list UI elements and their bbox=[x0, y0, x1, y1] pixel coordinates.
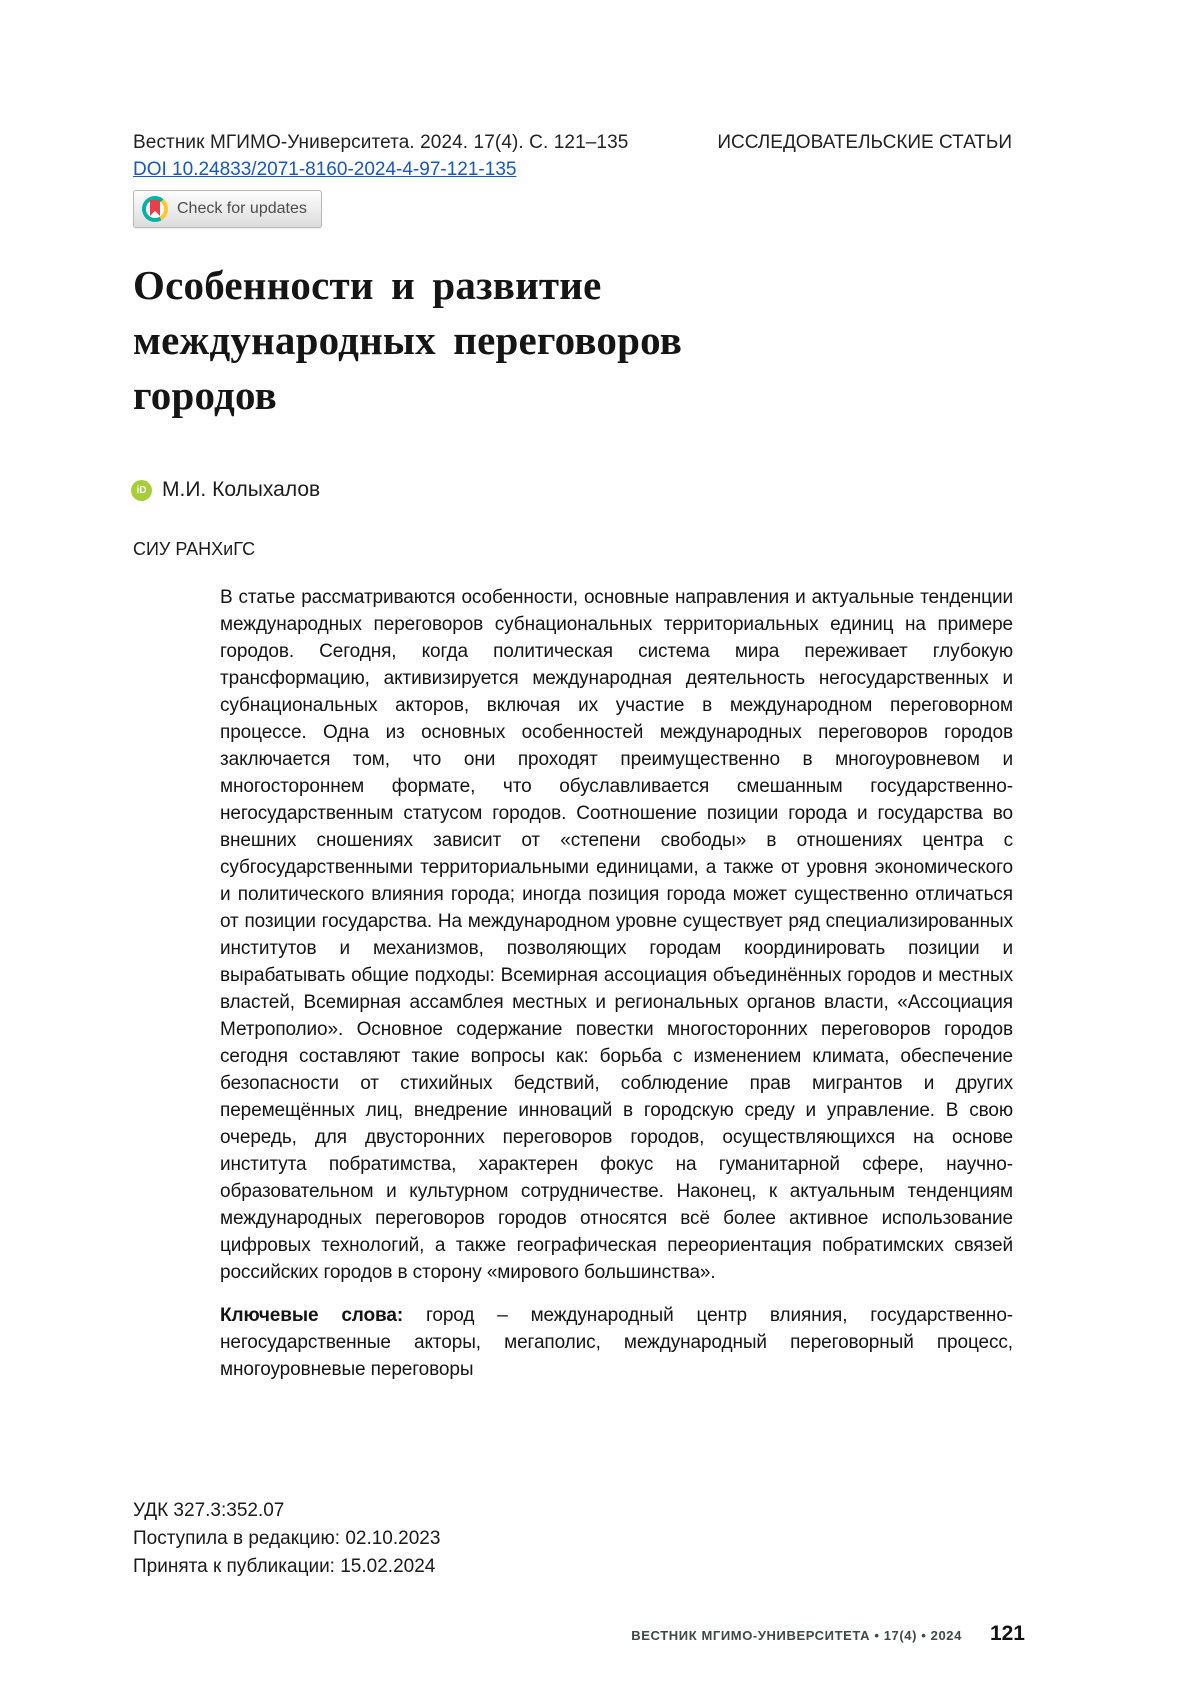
orcid-icon[interactable]: iD bbox=[131, 480, 152, 501]
author-name: М.И. Колыхалов bbox=[162, 478, 321, 501]
doi-link[interactable]: DOI 10.24833/2071-8160-2024-4-97-121-135 bbox=[133, 159, 517, 180]
author-row bbox=[131, 478, 320, 502]
accepted-date: Принята к публикации: 15.02.2024 bbox=[133, 1556, 436, 1577]
keywords-label: Ключевые слова: bbox=[220, 1305, 426, 1326]
keywords-text: город – международный центр влияния, государственно-негосударственные акторы, мегаполис, международный переговорный процесс, многоуровневые переговоры bbox=[220, 1305, 1014, 1380]
abstract-block bbox=[220, 584, 1013, 1383]
article-title: Особенности и развитие международных переговоров городов bbox=[133, 262, 683, 418]
crossmark-icon bbox=[142, 196, 168, 222]
journal-reference: Вестник МГИМО-Университета. 2024. 17(4). С. 121–135 bbox=[133, 132, 629, 153]
footer-journal-line: ВЕСТНИК МГИМО-УНИВЕРСИТЕТА • 17(4) • 2024 bbox=[631, 1628, 962, 1643]
received-date: Поступила в редакцию: 02.10.2023 bbox=[133, 1528, 441, 1549]
check-for-updates-label: Check for updates bbox=[177, 200, 307, 217]
footer-page-number: 121 bbox=[989, 1622, 1025, 1645]
udc-code: УДК 327.3:352.07 bbox=[133, 1500, 285, 1521]
keywords-paragraph bbox=[220, 1302, 1013, 1383]
check-for-updates-button[interactable] bbox=[133, 190, 322, 228]
section-label: ИССЛЕДОВАТЕЛЬСКИЕ СТАТЬИ bbox=[717, 132, 1012, 153]
page-header bbox=[133, 132, 1012, 154]
abstract-text: В статье рассматриваются особенности, основные направления и актуальные тенденции международных переговоров субнациональных территориальных единиц на примере городов. Сегодня, когда политическая система мира переживает глубокую трансформацию, активизируется международная деятельность негосударственных и субнациональных акторов, включая их участие в международном переговорном процессе. Одна из основных особенностей международных переговоров городов заключается том, что они проходят преимущественно в многоуровневом и многостороннем формате, что обуславливается смешанным государственно-негосударственным статусом городов. Соотношение позиции города и государства во внешних сношениях зависит от «степени свободы» в отношениях центра с субгосударственными территориальными единицами, а также от уровня экономического и политического влияния города; иногда позиция города может существенно отличаться от позиции государства. На международном уровне существует ряд специализированных институтов и механизмов, позволяющих городам координировать позиции и вырабатывать общие подходы: Всемирная ассоциация объединённых городов и местных властей, Всемирная ассамблея местных и региональных органов власти, «Ассоциация Метрополио». Основное содержание повестки многосторонних переговоров городов сегодня составляют такие вопросы как: борьба с изменением климата, обеспечение безопасности от стихийных бедствий, соблюдение прав мигрантов и других перемещённых лиц, внедрение инноваций в городскую среду и управление. В свою очередь, для двусторонних переговоров городов, осуществляющихся на основе института побратимства, характерен фокус на гуманитарной сфере, научно-образовательном и культурном сотрудничестве. Наконец, к актуальным тенденциям международных переговоров городов относятся всё более активное использование цифровых технологий, а также географическая переориентация побратимских связей российских городов в сторону «мирового большинства». bbox=[220, 587, 1013, 1283]
page-footer bbox=[631, 1622, 1025, 1646]
author-affiliation: СИУ РАНХиГС bbox=[133, 539, 256, 559]
article-meta bbox=[133, 1497, 440, 1581]
